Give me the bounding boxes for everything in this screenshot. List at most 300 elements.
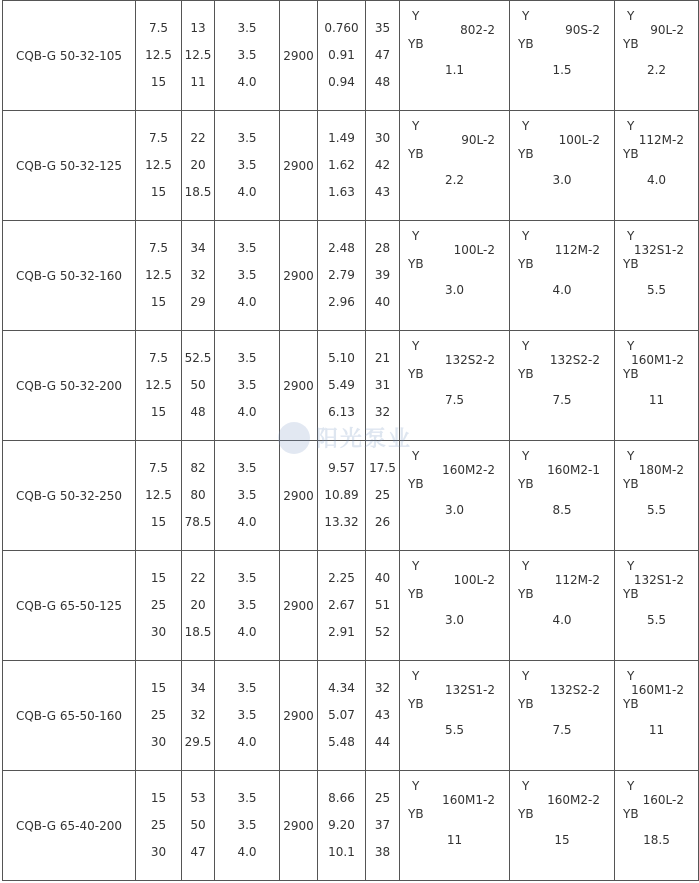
motor-power: 7.5 xyxy=(552,393,572,407)
flow-value: 7.5 xyxy=(148,351,169,365)
motor-cell xyxy=(400,221,510,331)
eff-value: 43 xyxy=(374,185,391,199)
flow-value: 7.5 xyxy=(148,461,169,475)
motor-power: 4.0 xyxy=(552,613,572,627)
npsh-value: 3.5 xyxy=(237,681,257,695)
motor-y-label: Y xyxy=(627,779,635,793)
npsh-value: 4.0 xyxy=(237,75,257,89)
model-cell: CQB-G 65-50-125 xyxy=(3,551,136,661)
motor-cell xyxy=(615,221,699,331)
eff-value: 32 xyxy=(374,405,391,419)
motor-cell xyxy=(615,331,699,441)
npsh-cell xyxy=(215,441,280,551)
npsh-value: 4.0 xyxy=(237,185,257,199)
eff-value: 30 xyxy=(374,131,391,145)
head-value: 11 xyxy=(190,75,206,89)
head-value: 34 xyxy=(190,241,206,255)
table-row xyxy=(3,331,699,441)
motor-cell xyxy=(510,551,615,661)
npsh-cell xyxy=(215,551,280,661)
npsh-value: 3.5 xyxy=(237,818,257,832)
motor-cell xyxy=(510,111,615,221)
flow-cell xyxy=(136,221,182,331)
power-value: 4.34 xyxy=(328,681,355,695)
npsh-value: 3.5 xyxy=(237,48,257,62)
motor-y-label: Y xyxy=(412,669,420,683)
flow-value: 15 xyxy=(150,571,167,585)
head-value: 80 xyxy=(190,488,206,502)
motor-model: 160M2-2 xyxy=(547,793,600,807)
head-value: 47 xyxy=(190,845,206,859)
head-value: 29 xyxy=(190,295,206,309)
power-value: 2.96 xyxy=(328,295,355,309)
motor-model: 132S2-2 xyxy=(549,353,600,367)
motor-power: 2.2 xyxy=(646,63,667,77)
power-cell xyxy=(318,331,366,441)
model-cell: CQB-G 50-32-200 xyxy=(3,331,136,441)
power-value: 5.49 xyxy=(328,378,355,392)
power-cell xyxy=(318,1,366,111)
motor-y-label: Y xyxy=(627,339,635,353)
head-value: 20 xyxy=(190,158,206,172)
motor-y-label: Y xyxy=(412,119,420,133)
motor-y-label: Y xyxy=(522,449,530,463)
motor-model: 132S1-2 xyxy=(633,243,684,257)
motor-yb-label: YB xyxy=(623,37,639,51)
motor-yb-label: YB xyxy=(518,147,534,161)
flow-value: 12.5 xyxy=(145,158,172,172)
model-cell: CQB-G 50-32-105 xyxy=(3,1,136,111)
npsh-value: 3.5 xyxy=(237,131,257,145)
power-value: 9.57 xyxy=(328,461,355,475)
motor-yb-label: YB xyxy=(518,587,534,601)
motor-model: 180M-2 xyxy=(638,463,684,477)
head-cell xyxy=(182,331,215,441)
head-cell xyxy=(182,1,215,111)
power-cell xyxy=(318,551,366,661)
motor-cell xyxy=(615,771,699,881)
motor-yb-label: YB xyxy=(623,367,639,381)
flow-value: 30 xyxy=(150,845,167,859)
flow-value: 15 xyxy=(150,515,167,529)
head-value: 29.5 xyxy=(184,735,212,749)
head-value: 82 xyxy=(190,461,206,475)
motor-yb-label: YB xyxy=(623,587,639,601)
head-cell xyxy=(182,551,215,661)
motor-power: 3.0 xyxy=(552,173,572,187)
motor-power: 7.5 xyxy=(444,393,465,407)
flow-value: 15 xyxy=(150,185,167,199)
motor-model: 160M1-2 xyxy=(442,793,495,807)
power-value: 8.66 xyxy=(328,791,355,805)
motor-model: 132S2-2 xyxy=(444,353,495,367)
motor-y-label: Y xyxy=(522,9,530,23)
power-cell xyxy=(318,111,366,221)
motor-model: 132S1-2 xyxy=(633,573,684,587)
motor-yb-label: YB xyxy=(408,147,424,161)
eff-value: 40 xyxy=(374,571,391,585)
eff-cell xyxy=(366,1,400,111)
power-value: 5.48 xyxy=(328,735,355,749)
motor-power: 4.0 xyxy=(646,173,667,187)
npsh-cell xyxy=(215,661,280,771)
eff-value: 52 xyxy=(374,625,391,639)
npsh-value: 4.0 xyxy=(237,845,257,859)
watermark-text: 阳光泵业 xyxy=(316,427,413,452)
power-value: 0.760 xyxy=(324,21,359,35)
model-cell: CQB-G 50-32-125 xyxy=(3,111,136,221)
model-cell: CQB-G 50-32-250 xyxy=(3,441,136,551)
motor-cell xyxy=(510,1,615,111)
motor-power: 5.5 xyxy=(646,613,667,627)
power-value: 2.48 xyxy=(328,241,355,255)
npsh-value: 3.5 xyxy=(237,268,257,282)
eff-cell xyxy=(366,771,400,881)
motor-cell xyxy=(400,771,510,881)
motor-yb-label: YB xyxy=(518,697,534,711)
motor-y-label: Y xyxy=(412,229,420,243)
head-value: 50 xyxy=(190,818,206,832)
motor-power: 8.5 xyxy=(552,503,572,517)
spec-table-body xyxy=(3,1,699,881)
power-value: 2.25 xyxy=(328,571,355,585)
eff-value: 39 xyxy=(374,268,391,282)
model-cell: CQB-G 65-50-160 xyxy=(3,661,136,771)
motor-yb-label: YB xyxy=(518,477,534,491)
motor-yb-label: YB xyxy=(623,257,639,271)
motor-model: 160M1-2 xyxy=(631,683,684,697)
motor-cell xyxy=(510,771,615,881)
motor-power: 2.2 xyxy=(444,173,465,187)
eff-cell xyxy=(366,221,400,331)
power-value: 5.10 xyxy=(328,351,355,365)
motor-y-label: Y xyxy=(627,449,635,463)
eff-cell xyxy=(366,551,400,661)
flow-value: 25 xyxy=(150,598,167,612)
npsh-cell xyxy=(215,111,280,221)
flow-value: 15 xyxy=(150,75,167,89)
motor-yb-label: YB xyxy=(408,257,424,271)
motor-cell xyxy=(400,111,510,221)
eff-value: 32 xyxy=(374,681,391,695)
head-value: 34 xyxy=(190,681,206,695)
pump-spec-table xyxy=(2,0,699,881)
power-cell xyxy=(318,661,366,771)
motor-y-label: Y xyxy=(412,779,420,793)
motor-cell xyxy=(400,441,510,551)
motor-yb-label: YB xyxy=(408,587,424,601)
motor-yb-label: YB xyxy=(408,807,424,821)
motor-model: 90S-2 xyxy=(565,23,600,37)
eff-value: 28 xyxy=(374,241,391,255)
flow-value: 25 xyxy=(150,708,167,722)
flow-cell xyxy=(136,771,182,881)
motor-model: 160M2-2 xyxy=(442,463,495,477)
npsh-value: 4.0 xyxy=(237,515,257,529)
head-cell xyxy=(182,771,215,881)
motor-y-label: Y xyxy=(412,339,420,353)
npsh-value: 3.5 xyxy=(237,708,257,722)
motor-y-label: Y xyxy=(522,119,530,133)
flow-value: 12.5 xyxy=(145,378,172,392)
motor-yb-label: YB xyxy=(623,697,639,711)
power-value: 6.13 xyxy=(328,405,355,419)
motor-y-label: Y xyxy=(412,9,420,23)
motor-yb-label: YB xyxy=(408,477,424,491)
table-row xyxy=(3,771,699,881)
flow-value: 7.5 xyxy=(148,241,169,255)
motor-yb-label: YB xyxy=(408,37,424,51)
npsh-value: 3.5 xyxy=(237,791,257,805)
motor-model: 100L-2 xyxy=(453,243,495,257)
power-value: 2.79 xyxy=(328,268,355,282)
motor-cell xyxy=(400,551,510,661)
flow-value: 30 xyxy=(150,735,167,749)
npsh-value: 3.5 xyxy=(237,378,257,392)
motor-model: 90L-2 xyxy=(650,23,684,37)
motor-power: 3.0 xyxy=(444,613,465,627)
motor-y-label: Y xyxy=(627,229,635,243)
motor-power: 1.5 xyxy=(552,63,572,77)
motor-y-label: Y xyxy=(522,669,530,683)
flow-value: 15 xyxy=(150,295,167,309)
npsh-value: 4.0 xyxy=(237,735,257,749)
motor-model: 112M-2 xyxy=(554,573,600,587)
eff-cell xyxy=(366,331,400,441)
power-cell xyxy=(318,221,366,331)
motor-cell xyxy=(615,111,699,221)
eff-value: 38 xyxy=(374,845,391,859)
eff-value: 17.5 xyxy=(369,461,396,475)
flow-cell xyxy=(136,661,182,771)
motor-cell xyxy=(400,1,510,111)
npsh-value: 3.5 xyxy=(237,488,257,502)
power-value: 0.94 xyxy=(328,75,355,89)
head-value: 22 xyxy=(190,571,206,585)
power-value: 10.1 xyxy=(328,845,355,859)
npsh-cell xyxy=(215,771,280,881)
power-value: 10.89 xyxy=(324,488,359,502)
motor-model: 132S1-2 xyxy=(444,683,495,697)
speed-cell: 2900 xyxy=(280,221,318,331)
motor-model: 132S2-2 xyxy=(549,683,600,697)
motor-yb-label: YB xyxy=(518,37,534,51)
head-value: 50 xyxy=(190,378,206,392)
motor-y-label: Y xyxy=(522,229,530,243)
head-cell xyxy=(182,221,215,331)
model-cell: CQB-G 65-40-200 xyxy=(3,771,136,881)
eff-value: 51 xyxy=(374,598,391,612)
power-value: 2.67 xyxy=(328,598,355,612)
flow-value: 7.5 xyxy=(148,131,169,145)
npsh-value: 4.0 xyxy=(237,295,257,309)
motor-power: 11 xyxy=(648,393,665,407)
motor-cell xyxy=(615,661,699,771)
head-value: 18.5 xyxy=(184,185,212,199)
npsh-value: 3.5 xyxy=(237,158,257,172)
motor-power: 15 xyxy=(554,833,570,847)
motor-cell xyxy=(400,661,510,771)
motor-model: 160L-2 xyxy=(642,793,684,807)
head-value: 53 xyxy=(190,791,206,805)
motor-power: 5.5 xyxy=(444,723,465,737)
npsh-value: 4.0 xyxy=(237,405,257,419)
power-value: 1.49 xyxy=(328,131,355,145)
head-value: 18.5 xyxy=(184,625,212,639)
speed-cell: 2900 xyxy=(280,111,318,221)
motor-yb-label: YB xyxy=(623,147,639,161)
motor-yb-label: YB xyxy=(518,367,534,381)
npsh-value: 4.0 xyxy=(237,625,257,639)
flow-value: 7.5 xyxy=(148,21,169,35)
motor-cell xyxy=(615,551,699,661)
motor-yb-label: YB xyxy=(408,367,424,381)
motor-cell xyxy=(615,441,699,551)
npsh-value: 3.5 xyxy=(237,351,257,365)
flow-value: 12.5 xyxy=(145,268,172,282)
head-value: 22 xyxy=(190,131,206,145)
npsh-cell xyxy=(215,331,280,441)
motor-y-label: Y xyxy=(627,669,635,683)
npsh-cell xyxy=(215,1,280,111)
head-value: 13 xyxy=(190,21,206,35)
power-cell xyxy=(318,771,366,881)
motor-cell xyxy=(510,661,615,771)
motor-model: 90L-2 xyxy=(461,133,495,147)
eff-value: 25 xyxy=(374,488,391,502)
motor-cell xyxy=(510,441,615,551)
eff-value: 40 xyxy=(374,295,391,309)
eff-cell xyxy=(366,111,400,221)
speed-cell: 2900 xyxy=(280,661,318,771)
eff-value: 42 xyxy=(374,158,391,172)
npsh-value: 3.5 xyxy=(237,241,257,255)
motor-y-label: Y xyxy=(522,779,530,793)
power-value: 2.91 xyxy=(328,625,355,639)
motor-power: 3.0 xyxy=(444,503,465,517)
model-cell: CQB-G 50-32-160 xyxy=(3,221,136,331)
flow-value: 15 xyxy=(150,791,167,805)
motor-power: 1.1 xyxy=(444,63,465,77)
head-value: 20 xyxy=(190,598,206,612)
motor-y-label: Y xyxy=(522,339,530,353)
motor-yb-label: YB xyxy=(623,477,639,491)
motor-cell xyxy=(510,221,615,331)
power-value: 1.63 xyxy=(328,185,355,199)
flow-value: 25 xyxy=(150,818,167,832)
motor-power: 4.0 xyxy=(552,283,572,297)
flow-cell xyxy=(136,441,182,551)
flow-cell xyxy=(136,111,182,221)
flow-value: 12.5 xyxy=(145,488,172,502)
motor-model: 100L-2 xyxy=(558,133,600,147)
npsh-value: 3.5 xyxy=(237,598,257,612)
motor-yb-label: YB xyxy=(408,697,424,711)
speed-cell: 2900 xyxy=(280,1,318,111)
motor-y-label: Y xyxy=(412,559,420,573)
motor-model: 160M2-1 xyxy=(547,463,600,477)
head-cell xyxy=(182,111,215,221)
power-value: 13.32 xyxy=(324,515,359,529)
eff-value: 48 xyxy=(374,75,391,89)
motor-y-label: Y xyxy=(627,559,635,573)
motor-power: 5.5 xyxy=(646,283,667,297)
head-value: 52.5 xyxy=(184,351,212,365)
motor-power: 7.5 xyxy=(552,723,572,737)
eff-value: 44 xyxy=(374,735,391,749)
motor-cell xyxy=(400,331,510,441)
eff-cell xyxy=(366,661,400,771)
speed-cell: 2900 xyxy=(280,441,318,551)
flow-cell xyxy=(136,551,182,661)
npsh-value: 3.5 xyxy=(237,461,257,475)
power-cell xyxy=(318,441,366,551)
motor-model: 160M1-2 xyxy=(631,353,684,367)
motor-cell xyxy=(510,331,615,441)
head-cell xyxy=(182,441,215,551)
eff-value: 47 xyxy=(374,48,391,62)
eff-value: 25 xyxy=(374,791,391,805)
power-value: 1.62 xyxy=(328,158,355,172)
head-value: 32 xyxy=(190,708,206,722)
eff-value: 43 xyxy=(374,708,391,722)
head-cell xyxy=(182,661,215,771)
head-value: 78.5 xyxy=(184,515,212,529)
speed-cell: 2900 xyxy=(280,331,318,441)
power-value: 9.20 xyxy=(328,818,355,832)
motor-power: 3.0 xyxy=(444,283,465,297)
motor-model: 112M-2 xyxy=(554,243,600,257)
motor-model: 802-2 xyxy=(460,23,495,37)
motor-y-label: Y xyxy=(627,9,635,23)
power-value: 5.07 xyxy=(328,708,355,722)
motor-y-label: Y xyxy=(627,119,635,133)
eff-value: 35 xyxy=(374,21,391,35)
power-value: 0.91 xyxy=(328,48,355,62)
head-value: 32 xyxy=(190,268,206,282)
eff-value: 37 xyxy=(374,818,391,832)
eff-value: 26 xyxy=(374,515,391,529)
table-row xyxy=(3,221,699,331)
flow-cell xyxy=(136,1,182,111)
speed-cell: 2900 xyxy=(280,771,318,881)
eff-value: 31 xyxy=(374,378,391,392)
motor-power: 5.5 xyxy=(646,503,667,517)
table-row xyxy=(3,441,699,551)
motor-yb-label: YB xyxy=(623,807,639,821)
motor-power: 18.5 xyxy=(643,833,670,847)
table-row xyxy=(3,551,699,661)
flow-cell xyxy=(136,331,182,441)
flow-value: 30 xyxy=(150,625,167,639)
motor-model: 112M-2 xyxy=(638,133,684,147)
table-row xyxy=(3,1,699,111)
motor-power: 11 xyxy=(446,833,463,847)
flow-value: 15 xyxy=(150,681,167,695)
npsh-value: 3.5 xyxy=(237,21,257,35)
motor-cell xyxy=(615,1,699,111)
npsh-cell xyxy=(215,221,280,331)
motor-y-label: Y xyxy=(522,559,530,573)
motor-y-label: Y xyxy=(412,449,420,463)
eff-value: 21 xyxy=(374,351,391,365)
motor-model: 100L-2 xyxy=(453,573,495,587)
table-row xyxy=(3,111,699,221)
flow-value: 12.5 xyxy=(145,48,172,62)
motor-yb-label: YB xyxy=(518,257,534,271)
head-value: 48 xyxy=(190,405,206,419)
npsh-value: 3.5 xyxy=(237,571,257,585)
